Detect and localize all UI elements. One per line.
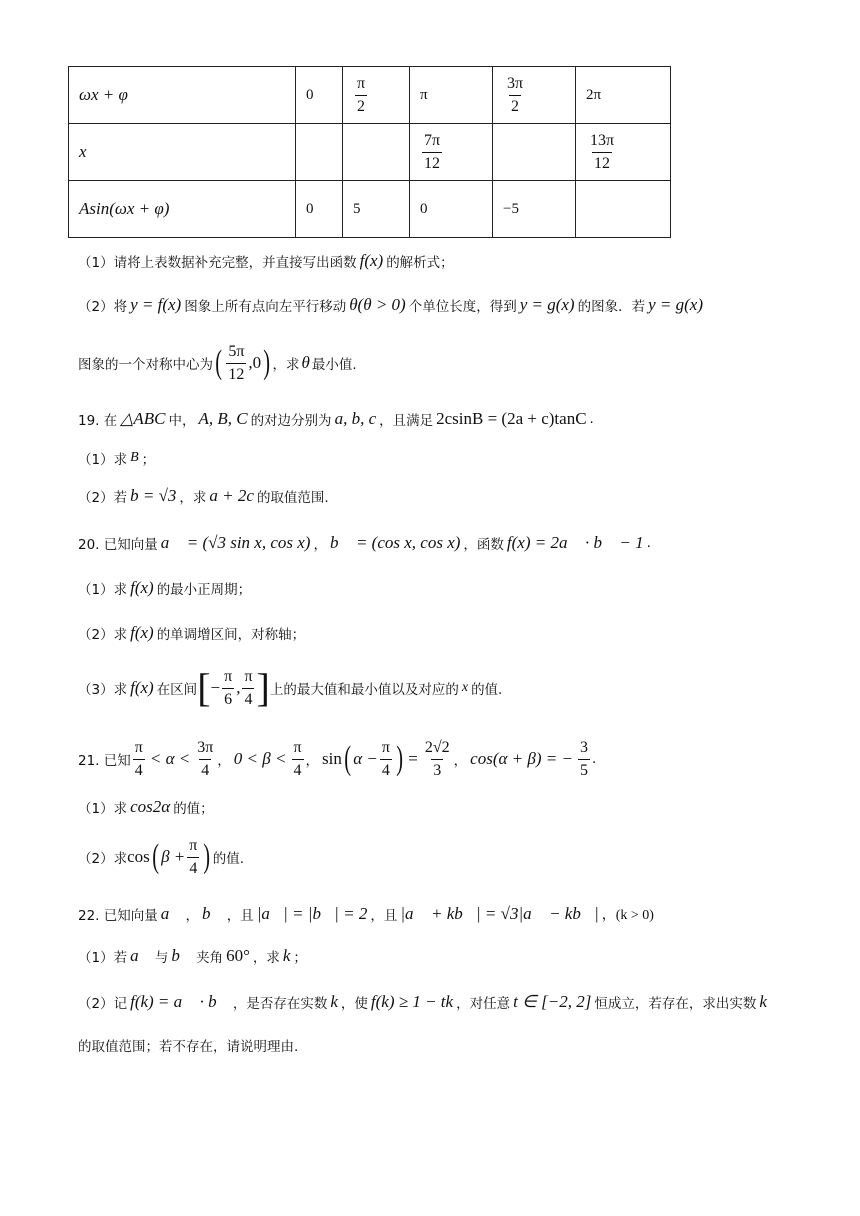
question-21 (78, 736, 596, 782)
text: （2）记 (78, 996, 128, 1012)
q18-part2 (78, 291, 706, 319)
math: a + 2c (209, 486, 254, 505)
table-cell (576, 181, 671, 238)
math: f(x) = 2a⃗ · b⃗ − 1 (506, 533, 644, 552)
fraction-numerator: 7π (424, 131, 441, 149)
math: 60° (226, 946, 250, 965)
paren: ( (215, 344, 223, 381)
text: （1）求 (78, 801, 128, 817)
math: α − (353, 749, 378, 768)
text: （1）求 (78, 582, 128, 598)
text: ，且 (370, 908, 398, 924)
q21-part2 (78, 834, 244, 880)
table-cell (493, 124, 576, 181)
text: 20. 已知向量 (78, 537, 158, 553)
fraction-denominator: 12 (422, 152, 442, 172)
fraction-numerator: 3π (507, 74, 524, 92)
text: 的解析式； (386, 255, 454, 271)
text: 22. 已知向量 (78, 908, 158, 924)
text: ， (217, 753, 231, 769)
math: cos (127, 847, 150, 866)
text: （1）求 (78, 452, 128, 468)
fraction-numerator: π (381, 738, 390, 756)
text: ，且满足 (379, 413, 434, 429)
text: 的单调增区间，对称轴； (156, 627, 306, 643)
table-row (69, 67, 671, 124)
math: a⃗ (160, 904, 183, 923)
math: ,0 (248, 353, 262, 372)
math: f(x) (130, 678, 154, 697)
q22-part2 (78, 987, 770, 1017)
math: k (330, 992, 338, 1011)
text: 21. 已知 (78, 753, 131, 769)
math: y = g(x) (648, 295, 703, 314)
paren: ( (344, 740, 351, 777)
math: = (408, 749, 418, 768)
fraction-numerator: π (224, 667, 233, 685)
math: f(x) (130, 578, 154, 597)
fraction-denominator: 6 (222, 688, 234, 708)
fraction-numerator: 2√2 (424, 738, 450, 756)
fraction-denominator: 4 (380, 759, 392, 779)
q20-part2 (78, 619, 305, 647)
table-cell (410, 124, 493, 181)
table-cell: 0 (296, 181, 343, 238)
table-cell (343, 67, 410, 124)
math: |a⃗| = |b⃗| = 2 (256, 904, 368, 923)
text: ，是否存在实数 (232, 996, 328, 1012)
math: △ABC (120, 409, 166, 428)
q20-part3 (78, 663, 502, 713)
math: a, b, c (334, 409, 377, 428)
text: 恒成立，若存在，求出实数 (594, 996, 757, 1012)
table-cell: Asin(ωx + φ) (69, 181, 296, 238)
text: 上的最大值和最小值以及对应的 (269, 682, 459, 698)
math: |a⃗ + kb⃗| = √3|a⃗ − kb⃗| (400, 904, 599, 923)
math: cos(α + β) = − (470, 749, 573, 768)
math: , (236, 678, 241, 697)
math: x (461, 680, 469, 695)
fraction-denominator: 3 (431, 759, 443, 779)
text: （2）将 (78, 299, 128, 315)
text: 图象的一个对称中心为 (78, 357, 213, 373)
paren: ) (203, 838, 211, 875)
math: sin (322, 749, 342, 768)
text: （3）求 (78, 682, 128, 698)
fraction-denominator: 2 (355, 95, 367, 115)
math: − (210, 678, 221, 697)
question-20 (78, 528, 651, 558)
math: < α < (149, 749, 191, 768)
table-cell: 0 (410, 181, 493, 238)
text: 与 (154, 950, 169, 966)
text: ，对任意 (456, 996, 511, 1012)
table-cell (296, 124, 343, 181)
table-cell: ωx + φ (69, 67, 296, 124)
text: 的对边分别为 (250, 413, 332, 429)
math: t ∈ [−2, 2] (513, 992, 592, 1011)
paren: ( (152, 838, 159, 875)
q22-part1 (78, 942, 307, 970)
math: a⃗ (130, 946, 152, 965)
question-22 (78, 900, 654, 928)
math: b⃗ (202, 904, 224, 923)
fraction-numerator: 5π (228, 342, 245, 360)
math: k (759, 992, 767, 1011)
table-cell: 5 (343, 181, 410, 238)
q19-part1 (78, 446, 155, 470)
fraction-denominator: 12 (226, 363, 246, 383)
math: cos2α (130, 797, 171, 816)
text: ，函数 (463, 537, 504, 553)
fraction-denominator: 4 (199, 759, 211, 779)
text: 19. 在 (78, 413, 118, 429)
text: . (589, 411, 594, 427)
text: 在区间 (156, 682, 198, 698)
value-table (68, 66, 671, 238)
fraction-numerator: π (134, 738, 143, 756)
fraction-denominator: 2 (509, 95, 521, 115)
paren: ) (396, 740, 404, 777)
math: θ(θ > 0) (349, 295, 406, 314)
q18-part2-line2 (78, 340, 357, 386)
table-cell: 0 (296, 67, 343, 124)
math: f(x) (130, 623, 154, 642)
text: 的最小正周期； (156, 582, 252, 598)
fraction-numerator: π (293, 738, 302, 756)
text: ； (293, 950, 307, 966)
math: f(k) ≥ 1 − tk (370, 992, 454, 1011)
table-cell (493, 67, 576, 124)
text: 中， (168, 413, 196, 429)
text: ，且 (226, 908, 254, 924)
text: （1）请将上表数据补充完整，并直接写出函数 (78, 255, 357, 271)
table-cell: −5 (493, 181, 576, 238)
fraction-numerator: 3 (579, 738, 588, 756)
text: 个单位长度，得到 (408, 299, 517, 315)
math: y = f(x) (130, 295, 182, 314)
text: ，求 (252, 950, 280, 966)
text: ，使 (340, 996, 368, 1012)
table-row (69, 181, 671, 238)
table-cell (576, 124, 671, 181)
text: ，求 (272, 357, 300, 373)
text: 的值. (212, 851, 244, 867)
bracket: [ (197, 665, 211, 710)
text: ，求 (179, 490, 207, 506)
math: b = √3 (130, 486, 177, 505)
fraction-denominator: 4 (133, 759, 145, 779)
text: （2）求 (78, 627, 128, 643)
text: ； (141, 452, 156, 468)
fraction-denominator: 12 (592, 152, 612, 172)
fraction-denominator: 5 (578, 759, 590, 779)
text: 图象上所有点向左平行移动 (184, 299, 347, 315)
bracket: ] (256, 665, 270, 710)
math: f(k) = a⃗ · b⃗ (130, 992, 230, 1011)
q18-part1 (78, 248, 454, 274)
table-cell: 2π (576, 67, 671, 124)
fraction-numerator: 3π (197, 738, 214, 756)
text: （1）若 (78, 950, 128, 966)
math: θ (301, 353, 310, 372)
text: （2）若 (78, 490, 128, 506)
q21-part1 (78, 793, 214, 821)
text: ， (313, 537, 327, 553)
table-cell (343, 124, 410, 181)
paren: ) (263, 344, 271, 381)
math: b⃗ = (cos x, cos x) (329, 533, 461, 552)
table-cell: x (69, 124, 296, 181)
math: β + (161, 847, 186, 866)
math: k (282, 946, 291, 965)
q19-part2 (78, 482, 329, 510)
math: y = g(x) (519, 295, 575, 314)
fraction-numerator: 13π (590, 131, 615, 149)
text: ， (453, 753, 468, 769)
math: f(x) (359, 251, 384, 270)
text: 的取值范围. (256, 490, 329, 506)
math: a⃗ = (√3 sin x, cos x) (160, 533, 311, 552)
question-19 (78, 405, 594, 433)
math: 2csinB = (2a + c)tanC (436, 409, 587, 428)
fraction-denominator: 4 (242, 688, 254, 708)
fraction-denominator: 4 (187, 857, 199, 877)
text: ， (185, 908, 199, 924)
fraction-numerator: π (189, 836, 198, 854)
text: （2）求 (78, 851, 128, 867)
table-row (69, 124, 671, 181)
text: 夹角 (196, 950, 224, 966)
q22-part2-line2 (78, 1032, 298, 1058)
text: ， (305, 753, 320, 769)
q20-part1 (78, 574, 251, 602)
fraction-numerator: π (357, 74, 366, 92)
fraction-denominator: 4 (292, 759, 304, 779)
text: 的取值范围；若不存在，请说明理由. (78, 1039, 299, 1055)
table-cell: π (410, 67, 493, 124)
math: A, B, C (198, 409, 248, 428)
math: B (130, 450, 139, 465)
text: 的值. (471, 682, 503, 698)
text: . (646, 535, 651, 551)
text: 的值； (173, 801, 214, 817)
text: 最小值. (311, 357, 357, 373)
text: . (591, 751, 597, 767)
fraction-numerator: π (244, 667, 253, 685)
math: ，(k > 0) (601, 908, 654, 923)
math: b⃗ (171, 946, 194, 965)
text: 的图象．若 (577, 299, 646, 315)
math: 0 < β < (233, 749, 287, 768)
